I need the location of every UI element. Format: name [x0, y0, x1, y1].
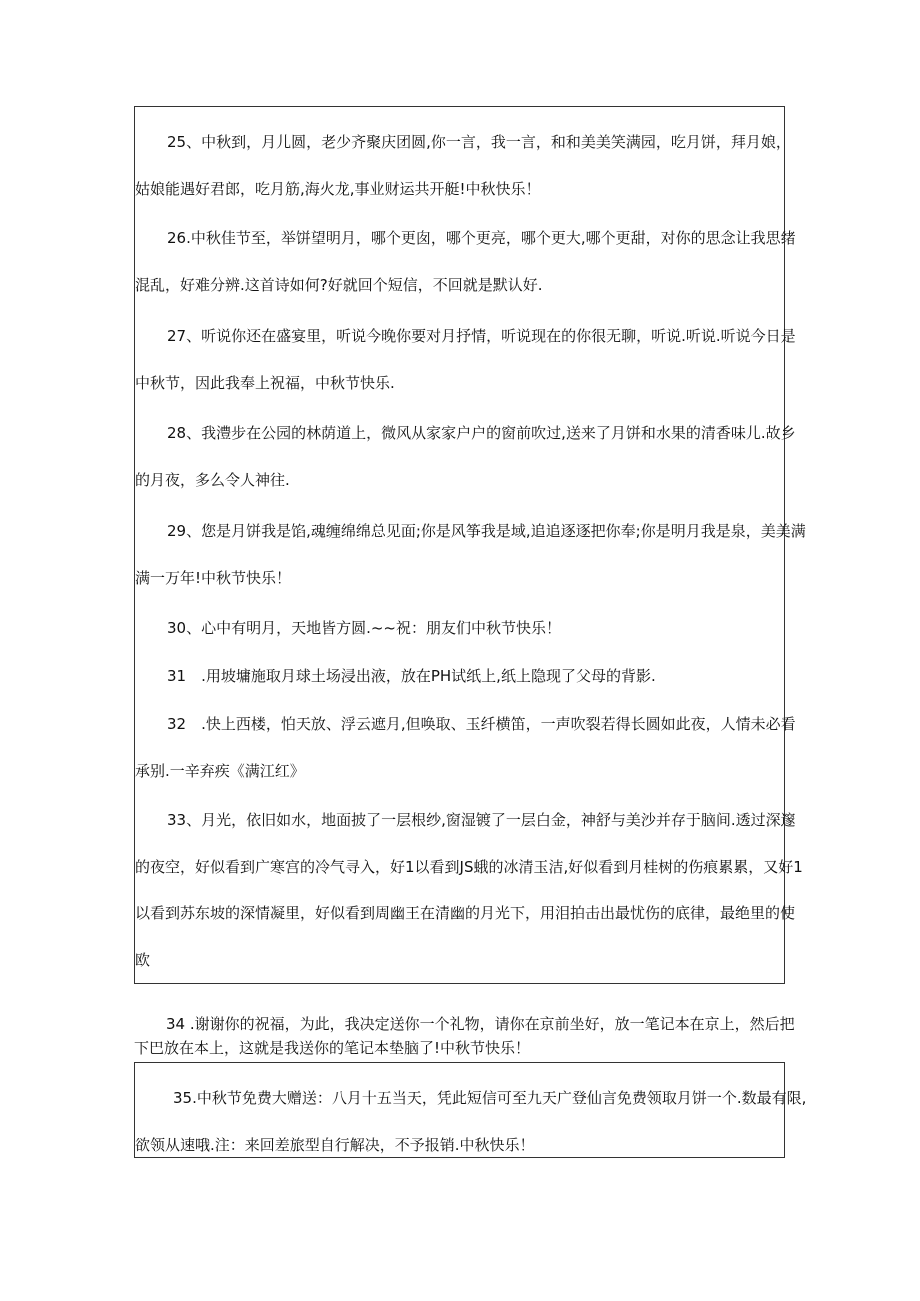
paragraph-31	[135, 653, 786, 700]
paragraph-28	[135, 410, 796, 503]
text-line: 承别.一辛弃疾《满江红》	[135, 761, 305, 780]
text-line: 27、听说你还在盛宴里，听说今晚你要对月抒情，听说现在的你很无聊，听说.听说.听说今日是	[167, 327, 796, 345]
text-line: 32 .快上西楼，怕天放、浮云遮月,但唤取、玉纤横笛，一声吹裂若得长圆如此夜，人情未必看	[167, 715, 796, 733]
text-line: 34 .谢谢你的祝福，为此，我决定送你一个礼物，请你在京前坐好，放一笔记本在京上，然后把	[166, 1015, 795, 1033]
text-line: 欧	[135, 950, 151, 969]
text-line: 中秋节，因此我奉上祝福，中秋节快乐.	[135, 373, 395, 392]
text-line: 姑娘能遇好君郎，吃月筋,海火龙,事业财运共开艇!中秋快乐！	[135, 179, 541, 198]
text-line: 28、我澧步在公园的林荫道上，微风从家家户户的窗前吹过,送来了月饼和水果的清香味儿.故乡	[167, 424, 796, 442]
text-line: 下巴放在本上，这就是我送你的笔记本垫脑了!中秋节快乐！	[134, 1039, 531, 1057]
text-line: 30、心中有明月，天地皆方圆.~~祝：朋友们中秋节快乐！	[167, 619, 561, 637]
text-line: 25、中秋到，月儿圆，老少齐聚庆团圆,你一言，我一言，和和美美笑满园，吃月饼，拜月娘，	[167, 133, 791, 151]
text-line: 的月夜，多么令人神往.	[135, 470, 290, 489]
paragraph-34	[134, 1012, 795, 1060]
text-line: 26.中秋佳节至，举饼望明月，哪个更囱，哪个更亮，哪个更大,哪个更甜，对你的思念让我思绪	[167, 229, 796, 247]
bordered-block-2	[134, 1062, 807, 1158]
text-line: 欲领从速哦.注：来回差旅型自行解决，不予报销.中秋快乐！	[135, 1135, 535, 1154]
paragraph-29	[135, 508, 806, 601]
paragraph-25	[135, 119, 791, 212]
paragraph-30	[135, 605, 786, 652]
bordered-block-1	[134, 106, 806, 984]
text-line: 满一万年!中秋节快乐！	[135, 568, 292, 587]
paragraph-32	[135, 701, 796, 794]
text-line: 29、您是月饼我是馅,魂缠绵绵总见面;你是风筝我是域,追追逐逐把你奉;你是明月我是泉，美美满	[167, 522, 806, 540]
text-line: 的夜空，好似看到广寒宫的冷气寻入，好1以看到JS蛾的冰清玉洁,好似看到月桂树的伤痕累累，又好1	[135, 857, 803, 876]
text-line: 31 .用坡墉施取月球土场浸出液，放在PH试纸上,纸上隐现了父母的背影.	[167, 667, 656, 685]
paragraph-35	[135, 1075, 807, 1168]
text-line: 以看到苏东坡的深情凝里，好似看到周幽王在清幽的月光下，用泪拍击出最忧伤的底律，最绝里的使	[135, 904, 796, 922]
text-line: 混乱，好难分辨.这首诗如何?好就回个短信，不回就是默认好.	[135, 275, 543, 294]
paragraph-27	[135, 313, 796, 406]
text-line: 35.中秋节免费大赠送：八月十五当天，凭此短信可至九天广登仙言免费领取月饼一个.数最有限,	[173, 1089, 807, 1107]
paragraph-26	[135, 215, 796, 308]
text-line: 33、月光，依旧如水，地面披了一层根纱,窗湿镀了一层白金，神舒与美沙并存于脑间.透过深邃	[167, 811, 796, 829]
paragraph-33	[135, 797, 803, 983]
